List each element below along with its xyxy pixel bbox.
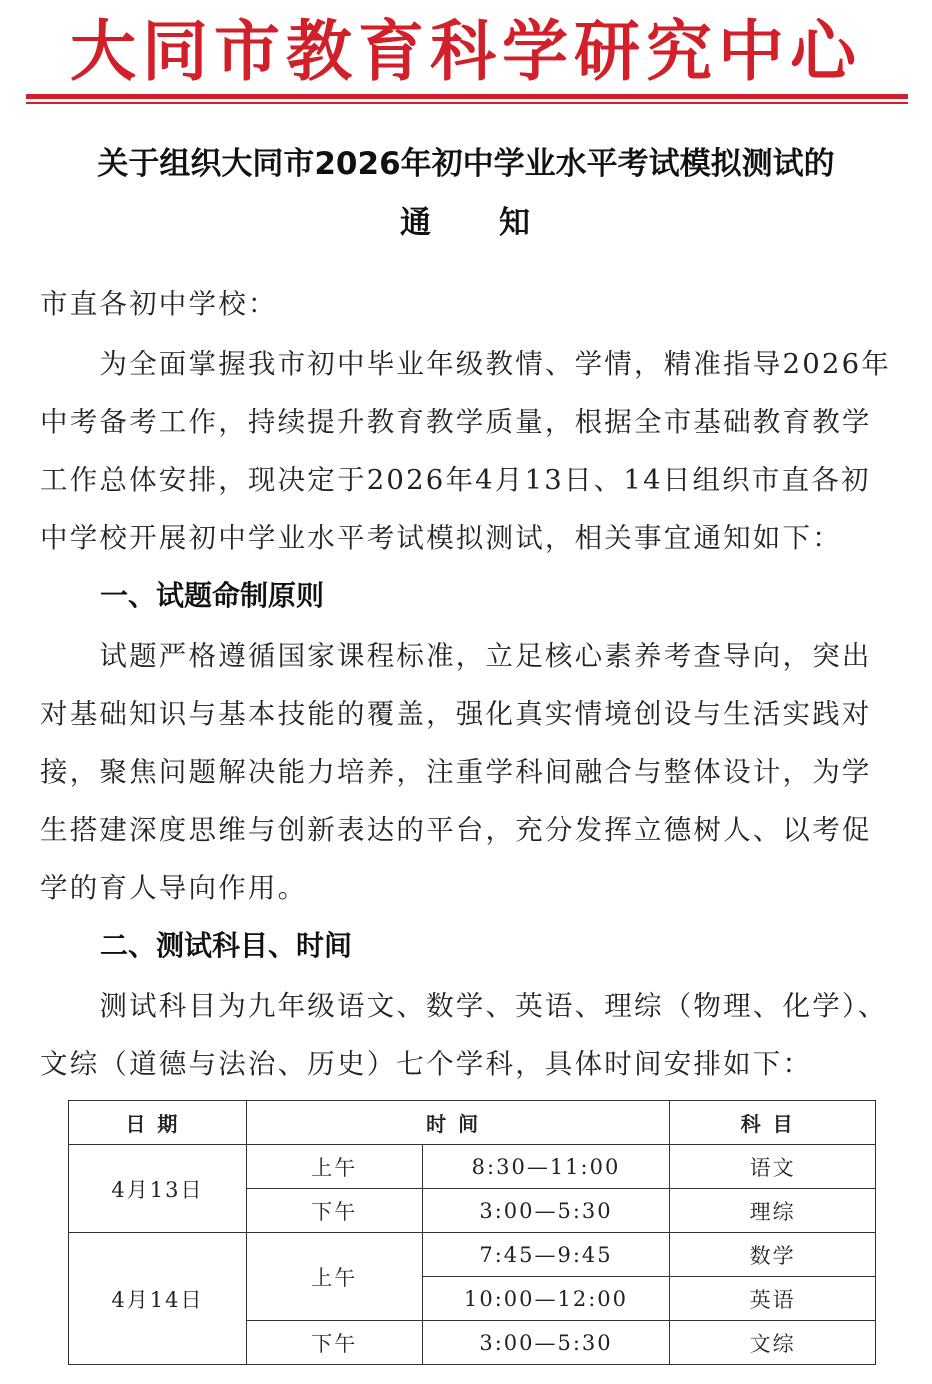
day2-pm-label: 下午 xyxy=(246,1321,422,1365)
day1-am-label: 上午 xyxy=(246,1145,422,1189)
table-header-row xyxy=(69,1101,876,1145)
notice-title-line2: 通 知 xyxy=(400,205,532,241)
intro-line-3: 工作总体安排，现决定于2026年4月13日、14日组织市直各初 xyxy=(40,464,871,496)
letterhead-red-rule-thick xyxy=(26,94,908,99)
letterhead-red-rule-thin xyxy=(26,102,908,104)
day2-am-subject2: 英语 xyxy=(670,1277,876,1321)
header-subject: 科目 xyxy=(670,1101,876,1145)
section2-line-1: 测试科目为九年级语文、数学、英语、理综（物理、化学）、 xyxy=(40,990,888,1022)
day1-pm-label: 下午 xyxy=(246,1189,422,1233)
intro-line-4: 中学校开展初中学业水平考试模拟测试，相关事宜通知如下： xyxy=(40,522,842,554)
day2-am-time2: 10:00—12:00 xyxy=(422,1277,670,1321)
table-row xyxy=(69,1233,876,1277)
section1-line-5: 学的育人导向作用。 xyxy=(40,872,308,904)
header-time: 时间 xyxy=(246,1101,669,1145)
table-row xyxy=(69,1145,876,1189)
header-date: 日期 xyxy=(69,1101,247,1145)
section1-heading: 一、试题命制原则 xyxy=(100,579,325,612)
day2-pm-subject: 文综 xyxy=(670,1321,876,1365)
intro-line-1: 为全面掌握我市初中毕业年级教情、学情，精准指导2026年 xyxy=(40,348,891,380)
section1-line-3: 接，聚焦问题解决能力培养，注重学科间融合与整体设计，为学 xyxy=(40,756,872,788)
letterhead-org-name: 大同市教育科学研究中心 xyxy=(70,12,862,90)
day1-am-time: 8:30—11:00 xyxy=(422,1145,670,1189)
section1-line-1: 试题严格遵循国家课程标准，立足核心素养考查导向，突出 xyxy=(40,640,872,672)
day2-am-label: 上午 xyxy=(246,1233,422,1321)
day2-date: 4月14日 xyxy=(69,1233,247,1365)
day1-pm-time: 3:00—5:30 xyxy=(422,1189,670,1233)
section2-heading: 二、测试科目、时间 xyxy=(100,929,353,962)
section1-line-4: 生搭建深度思维与创新表达的平台，充分发挥立德树人、以考促 xyxy=(40,814,872,846)
section2-line-2: 文综（道德与法治、历史）七个学科，具体时间安排如下： xyxy=(40,1048,813,1080)
day1-pm-subject: 理综 xyxy=(670,1189,876,1233)
salutation: 市直各初中学校： xyxy=(40,288,278,320)
day2-am-subject1: 数学 xyxy=(670,1233,876,1277)
day2-am-time1: 7:45—9:45 xyxy=(422,1233,670,1277)
day1-am-subject: 语文 xyxy=(670,1145,876,1189)
intro-line-2: 中考备考工作，持续提升教育教学质量，根据全市基础教育教学 xyxy=(40,406,872,438)
day1-date: 4月13日 xyxy=(69,1145,247,1233)
notice-title-line1: 关于组织大同市2026年初中学业水平考试模拟测试的 xyxy=(97,146,835,182)
day2-pm-time: 3:00—5:30 xyxy=(422,1321,670,1365)
section1-line-2: 对基础知识与基本技能的覆盖，强化真实情境创设与生活实践对 xyxy=(40,698,872,730)
exam-schedule-table xyxy=(68,1100,876,1365)
